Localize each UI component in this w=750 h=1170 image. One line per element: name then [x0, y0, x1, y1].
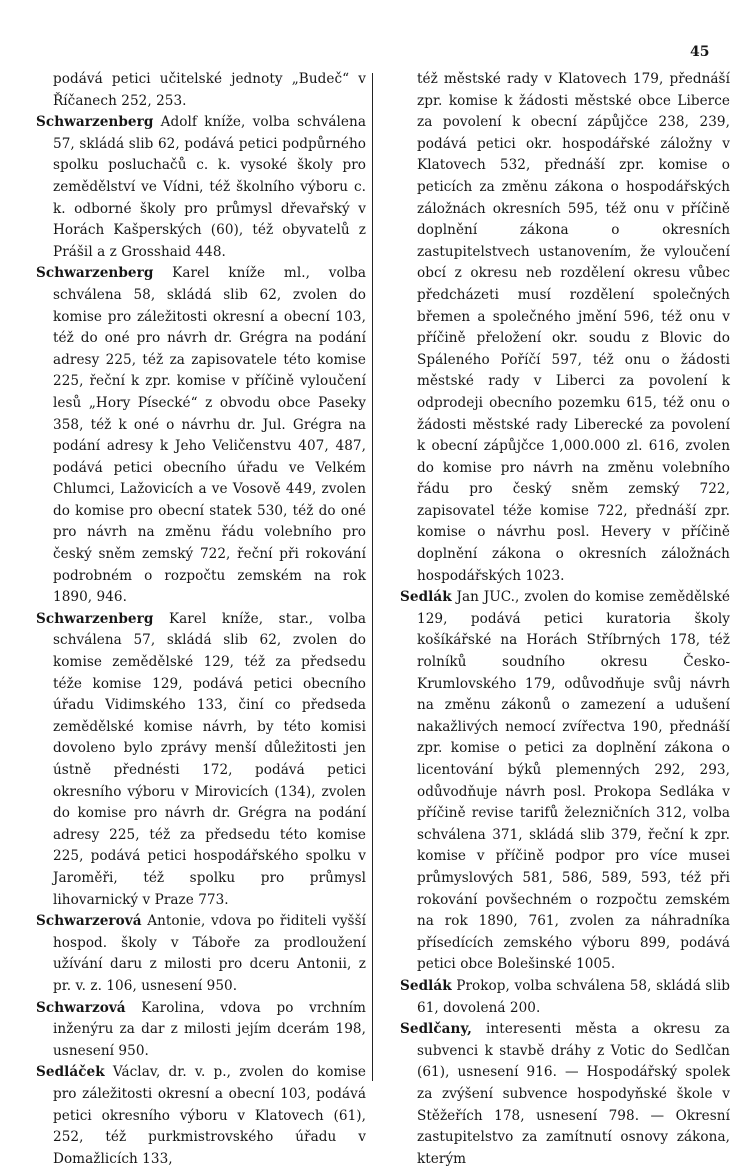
index-entry — [36, 911, 366, 997]
page-number: 45 — [690, 44, 710, 60]
entry-body: Václav, dr. v. p., zvolen do komise pro záležitosti okresní a obecní 103, podává petici okresního výboru v Klatovech (61), 252, též purkmistrovského úřadu v Domažlicích 133, — [53, 1064, 366, 1167]
index-entry — [400, 1019, 730, 1170]
entry-body: Prokop, volba schválena 58, skládá slib 61, dovolená 200. — [417, 977, 730, 1016]
index-entry — [36, 1062, 366, 1170]
entry-body: Antonie, vdova po řiditeli vyšší hospod. školy v Táboře za prodloužení užívání daru z milosti pro dceru Antonii, z pr. v. z. 106, usnesení 950. — [53, 913, 366, 994]
entry-body: interesenti města a okresu za subvenci k stavbě dráhy z Votic do Sedlčan (61), usnesení 916. — Hospodářský spolek za zvýšení subvence hospodyňské škole v Stěžeřích 178, usnesení 798. — Okresní zastupitelstvo za zamítnutí osnovy zákona, kterým — [417, 1021, 730, 1167]
entry-body: Karel kníže, star., volba schválena 57, skládá slib 62, zvolen do komise zemědělské 129, též za předsedu téže komise 129, podává petici obecního úřadu Vidimského 133, činí co předseda zemědělské komise návrh, by této komisi dovoleno bylo zprávy menší důležitosti jen ústně přednésti 172, podává petici okresního výboru v Mirovicích (134), zvolen do komise pro návrh dr. Grégra na podání adresy 225, též za předsedu této komise 225, podává petici hospodářského spolku v Jaroměři, též spolku pro průmysl lihovarnický v Praze 773. — [53, 610, 366, 908]
index-entry — [36, 112, 366, 263]
index-entry — [400, 976, 730, 1019]
entry-head: Sedlák — [400, 977, 452, 994]
entry-body: Karel kníže ml., volba schválena 58, skládá slib 62, zvolen do komise pro záležitosti okresní a obecní 103, též do oné pro návrh dr. Grégra na podání adresy 225, též za zapisovatele této komise 225, řeční k zpr. komise v příčině vyloučení lesů „Hory Písecké“ z obvodu obce Paseky 358, též k oné o návrhu dr. Jul. Grégra na podání adresy k Jeho Veličenstvu 407, 487, podává petici obecního úřadu ve Velkém Chlumci, Lažovicích a ve Vosově 449, zvolen do komise pro obecní statek 530, též do oné pro návrh na změnu řádu volebního pro český sněm zemský 722, řeční při rokování podrobném o rozpočtu zemském na rok 1890, 946. — [53, 265, 366, 606]
index-entry — [400, 587, 730, 976]
column-divider — [372, 73, 373, 1081]
index-entry — [36, 609, 366, 911]
entry-head: Schwarzenberg — [36, 265, 154, 282]
entry-head: Sedláček — [36, 1064, 105, 1081]
entry-head: Sedlčany, — [400, 1021, 472, 1038]
entry-body: Adolf kníže, volba schválena 57, skládá slib 62, podává petici podpůrného spolku posluchačů c. k. vysoké školy pro zemědělství ve Vídni, též školního výboru c. k. odborné školy pro průmysl dřevařský v Horách Kašperských (60), též obyvatelů z Prášil a z Grosshaid 448. — [53, 114, 366, 260]
entry-body: též městské rady v Klatovech 179, přednáší zpr. komise k žádosti městské obce Liberce za povolení k obecní zápůjčce 238, 239, podává petici okr. hospodářské záložny v Klatovech 532, přednáší zpr. komise o peticích za změnu zákona o hospodářských záložnách okresních 595, též onu v příčině doplnění zákona o okresních zastupitelstvech ustanovením, že vyloučení obcí z okresu neb rozdělení okresu vůbec předcházeti musí rozdělení společných břemen a společného jmění 596, též onu v příčině přeložení okr. soudu z Blovic do Spáleného Poříčí 597, též onu o žádosti městské rady v Liberci za povolení k odprodeji obecního pozemku 615, též onu o žádosti městské rady Liberecké za povolení k obecní zápůjčce 1,000.000 zl. 616, zvolen do komise pro návrh na změnu volebního řádu pro český sněm zemský 722, zapisovatel téže komise 722, přednáší zpr. komise o návrhu posl. Hevery v příčině doplnění zákona o okresních záložnách hospodářských 1023. — [417, 71, 730, 584]
right-column — [400, 69, 730, 1170]
entry-head: Sedlák — [400, 589, 452, 606]
entry-body: Karolina, vdova po vrchním inženýru za dar z milosti jejím dcerám 198, usnesení 950. — [53, 999, 366, 1059]
index-entry — [36, 998, 366, 1063]
entry-head: Schwarzenberg — [36, 610, 154, 627]
index-entry — [36, 69, 366, 112]
entry-body: podává petici učitelské jednoty „Budeč“ v Říčanech 252, 253. — [53, 71, 366, 109]
entry-head: Schwarzová — [36, 999, 126, 1016]
entry-head: Schwarzerová — [36, 913, 142, 930]
left-column — [36, 69, 366, 1170]
index-entry — [36, 263, 366, 609]
index-entry — [400, 69, 730, 587]
entry-body: Jan JUC., zvolen do komise zemědělské 129, podává petici kuratoria školy košíkářské na Horách Stříbrných 178, též rolníků soudního okresu Česko-Krumlovského 179, odůvodňuje svůj návrh na změnu zákonů o zamezení a udušení nakažlivých nemocí zvířectva 190, přednáší zpr. komise o petici za doplnění zákona o licentování býků plemenných 292, 293, odůvodňuje návrh posl. Prokopa Sedláka v příčině revise tarifů železničních 312, volba schválena 371, skládá slib 379, řeční k zpr. komise v příčině podpor pro více musei průmyslových 581, 586, 589, 593, též při rokování povšechném o rozpočtu zemském na rok 1890, 761, zvolen za náhradníka přísedících zemského výboru 899, podává petici obce Bolešinské 1005. — [417, 589, 730, 973]
entry-head: Schwarzenberg — [36, 114, 154, 131]
